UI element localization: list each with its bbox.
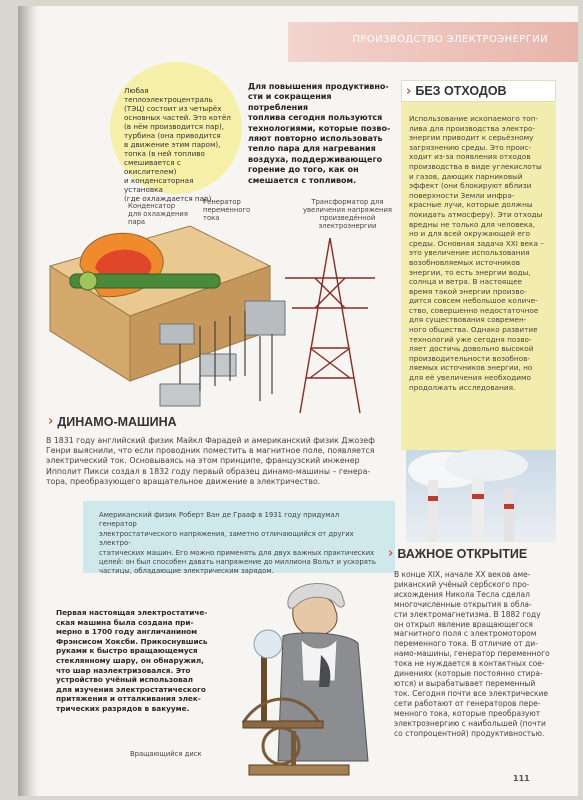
discovery-line: сти электромагнетизма. В 1882 году <box>394 609 541 619</box>
no-waste-line: производительности возобнов- <box>409 353 531 363</box>
no-waste-line: вредны не только для человека, <box>409 219 536 229</box>
no-waste-line: для её увеличения необходимо <box>409 373 532 383</box>
power-tower-illustration <box>280 238 380 418</box>
no-waste-line: продолжать исследования. <box>409 382 516 392</box>
no-waste-line: ляет достичь довольно высокой <box>409 344 534 354</box>
label-line: увеличения напряжения <box>303 206 392 214</box>
note-line: Американский физик Роберт Ван де Грааф в 1931 году придумал генератор <box>99 511 340 529</box>
chevron-icon: › <box>406 83 412 99</box>
page-number: 111 <box>513 774 530 783</box>
machine-line: стеклянному шару, он обнаружил, <box>56 655 204 665</box>
label-line: тока <box>203 214 220 222</box>
no-waste-line: дится совсем небольшое количе- <box>409 296 538 306</box>
no-waste-line: возобновляемых источников <box>409 257 521 267</box>
callout-line: основных частей. Это котёл <box>124 113 231 122</box>
callout-line: теплоэлектроцентраль <box>124 95 213 104</box>
callout-line: и конденсаторная установка <box>124 176 194 194</box>
no-waste-line: производства в виде углекислоты <box>409 161 542 171</box>
no-waste-title: БЕЗ ОТХОДОВ <box>415 84 507 98</box>
machine-line: для изучения электростатического <box>56 684 206 694</box>
discovery-line: многочисленные открытия в обла- <box>394 599 532 609</box>
discovery-line: переменного тока. В отличие от ди- <box>394 639 538 649</box>
label-line: Конденсатор <box>128 202 176 210</box>
dynamo-line: Генри выяснили, что если проводник поместить в магнитное поле, появляется <box>46 446 375 456</box>
machine-line: ская машина была создана при- <box>56 617 194 627</box>
note-line: статических машин. Его можно применять для двух важных практических <box>99 548 375 557</box>
discovery-line: менного тока, которые преобразуют <box>394 708 541 718</box>
no-waste-line: ного общества. Однако развитие <box>409 325 538 335</box>
scientist-illustration <box>223 581 393 791</box>
machine-line: мерно в 1700 году англичанином <box>56 627 198 637</box>
discovery-line: он открыл явление вращающегося <box>394 619 533 629</box>
discovery-line: ются) и вырабатывает переменный <box>394 678 536 688</box>
dynamo-line: В 1831 году английский физик Майкл Фарадей и американский физик Джозеф <box>46 436 375 445</box>
label-line: Трансформатор для <box>311 198 384 206</box>
no-waste-line: Использование ископаемого топ- <box>409 114 539 123</box>
discovery-header <box>388 546 527 561</box>
discovery-title: ВАЖНОЕ ОТКРЫТИЕ <box>397 546 528 561</box>
label-line: переменного <box>203 206 251 214</box>
callout-line: (в нём производится пар), <box>124 122 225 131</box>
no-waste-line: энергии, то есть энергии воды, <box>409 267 531 277</box>
dynamo-line: тора, преобразующего вращательное движение в электричество. <box>46 476 321 486</box>
callout-line: топка (в ней топливо <box>124 149 205 158</box>
discovery-paragraph <box>394 570 559 738</box>
discovery-line: электроэнергию с наибольшей (почти <box>394 718 546 728</box>
label-transformer <box>303 198 392 230</box>
machine-line: устройство учёный использовал <box>56 675 193 685</box>
smokestack-image <box>406 450 556 542</box>
label-condenser <box>128 202 188 226</box>
intro-line: воздуха, поддерживающего <box>248 154 383 164</box>
intro-line: топлива сегодня пользуются <box>248 113 383 123</box>
intro-paragraph <box>248 82 393 186</box>
label-line: Генератор <box>203 198 241 206</box>
intro-line: технологиями, которые позво- <box>248 123 391 133</box>
callout-line: (ТЭЦ) состоит из четырёх <box>124 104 222 113</box>
machine-paragraph <box>56 608 226 714</box>
no-waste-line: покидать атмосферу). Эти отходы <box>409 209 543 219</box>
label-line: пара <box>128 218 146 226</box>
no-waste-line: среды. Основная задача XXI века – <box>409 238 544 248</box>
note-line: целей: он был способен давать напряжение до миллиона Вольт и ускорять <box>99 558 376 567</box>
dynamo-title: ДИНАМО-МАШИНА <box>57 414 177 429</box>
no-waste-text <box>409 114 549 392</box>
callout-line: Любая <box>124 86 149 95</box>
page-gutter-shadow <box>18 6 40 796</box>
callout-line: в движение этим паром), <box>124 140 221 149</box>
intro-line: ляют повторно использовать <box>248 134 383 144</box>
no-waste-line: время такой энергии произво- <box>409 286 527 296</box>
chevron-icon: › <box>388 546 394 561</box>
no-waste-line: эффект (они блокируют вблизи <box>409 181 532 191</box>
book-page <box>18 6 578 796</box>
page-header-title: ПРОИЗВОДСТВО ЭЛЕКТРОЭНЕРГИИ <box>352 34 548 45</box>
header-bar <box>288 22 578 62</box>
no-waste-line: ство, совершенно недостаточное <box>409 305 539 315</box>
no-waste-line: это увеличение использования <box>409 248 530 258</box>
no-waste-header <box>401 80 556 102</box>
dynamo-paragraph <box>46 436 396 487</box>
machine-line: Фрэнсисом Хоксби. Прикоснувшись <box>56 636 208 646</box>
no-waste-line: технологий уже сегодня позво- <box>409 334 532 344</box>
discovery-line: магнитного поля с электромотором <box>394 629 537 639</box>
discovery-line: ток. Сегодня почти все электрические <box>394 688 548 698</box>
no-waste-line: поверхности Земли инфра- <box>409 190 515 200</box>
note-line: электростатического напряжения, заметно отличающийся от других электро- <box>99 529 354 548</box>
label-disk: Вращающийся диск <box>130 750 202 758</box>
machine-line: руками к быстро вращающемуся <box>56 646 198 656</box>
no-waste-sidebar <box>401 82 556 450</box>
intro-line: смешается с топливом. <box>248 175 357 185</box>
no-waste-line: красные лучи, которые должны <box>409 200 533 210</box>
power-plant-illustration <box>40 206 290 416</box>
no-waste-line: ходит из-за появления отходов <box>409 152 531 162</box>
discovery-line: сети работают от генераторов пере- <box>394 698 541 708</box>
machine-line: трических разрядов в вакууме. <box>56 703 190 713</box>
discovery-line: намо-машины, генератор переменного <box>394 649 550 659</box>
label-line: электроэнергии <box>318 222 377 230</box>
no-waste-line: для существования современ- <box>409 315 527 325</box>
machine-line: притяжения и отталкивания элек- <box>56 694 201 704</box>
discovery-line: со стопроцентной) продуктивностью. <box>394 728 545 738</box>
callout-line: (где охлаждается пар). <box>124 194 214 203</box>
no-waste-line: ляемых источников энергии, но <box>409 363 533 373</box>
discovery-line: динениях (которые постоянно стира- <box>394 669 543 679</box>
callout-line: турбина (она приводится <box>124 131 221 140</box>
intro-line: сти и сокращения потребления <box>248 92 332 112</box>
dynamo-line: электрический ток. Основываясь на этом принципе, французский инженер <box>46 456 360 466</box>
no-waste-line: и газов, дающих парниковый <box>409 171 523 181</box>
label-line: для охлаждения <box>128 210 188 218</box>
discovery-line: тока не нуждается в контактных сое- <box>394 659 545 669</box>
label-line: произведённой <box>319 214 376 222</box>
machine-line: Первая настоящая электростатиче- <box>56 608 208 617</box>
discovery-line: В конце XIX, начале XX веков аме- <box>394 570 531 579</box>
no-waste-line: лива для производства электро- <box>409 123 536 133</box>
no-waste-line: но и для всей окружающей его <box>409 229 531 239</box>
dynamo-header <box>48 414 177 429</box>
van-de-graaff-note <box>83 501 395 576</box>
label-generator <box>203 198 250 222</box>
intro-line: тепло пара для нагревания <box>248 144 376 154</box>
chevron-icon: › <box>48 414 54 429</box>
intro-line: горение до того, как он <box>248 165 359 175</box>
discovery-line: исхождения Никола Тесла сделал <box>394 589 530 599</box>
callout-line: смешивается с окислителем) <box>124 158 181 176</box>
no-waste-line: энергии приводит к серьёзному <box>409 133 534 143</box>
note-line: частицы, обладающие электрическим зарядом. <box>99 567 274 576</box>
dynamo-line: Ипполит Пикси создал в 1832 году первый образец динамо-машины – генера- <box>46 466 371 476</box>
no-waste-line: загрязнению среды. Это проис- <box>409 142 532 152</box>
smokestack-photo <box>406 450 556 542</box>
intro-line: Для повышения продуктивно- <box>248 82 389 91</box>
discovery-line: риканский учёный сербского про- <box>394 579 530 589</box>
no-waste-line: солнца и ветра. В настоящее <box>409 277 523 287</box>
machine-line: что шар наэлектризовался. Это <box>56 665 191 675</box>
